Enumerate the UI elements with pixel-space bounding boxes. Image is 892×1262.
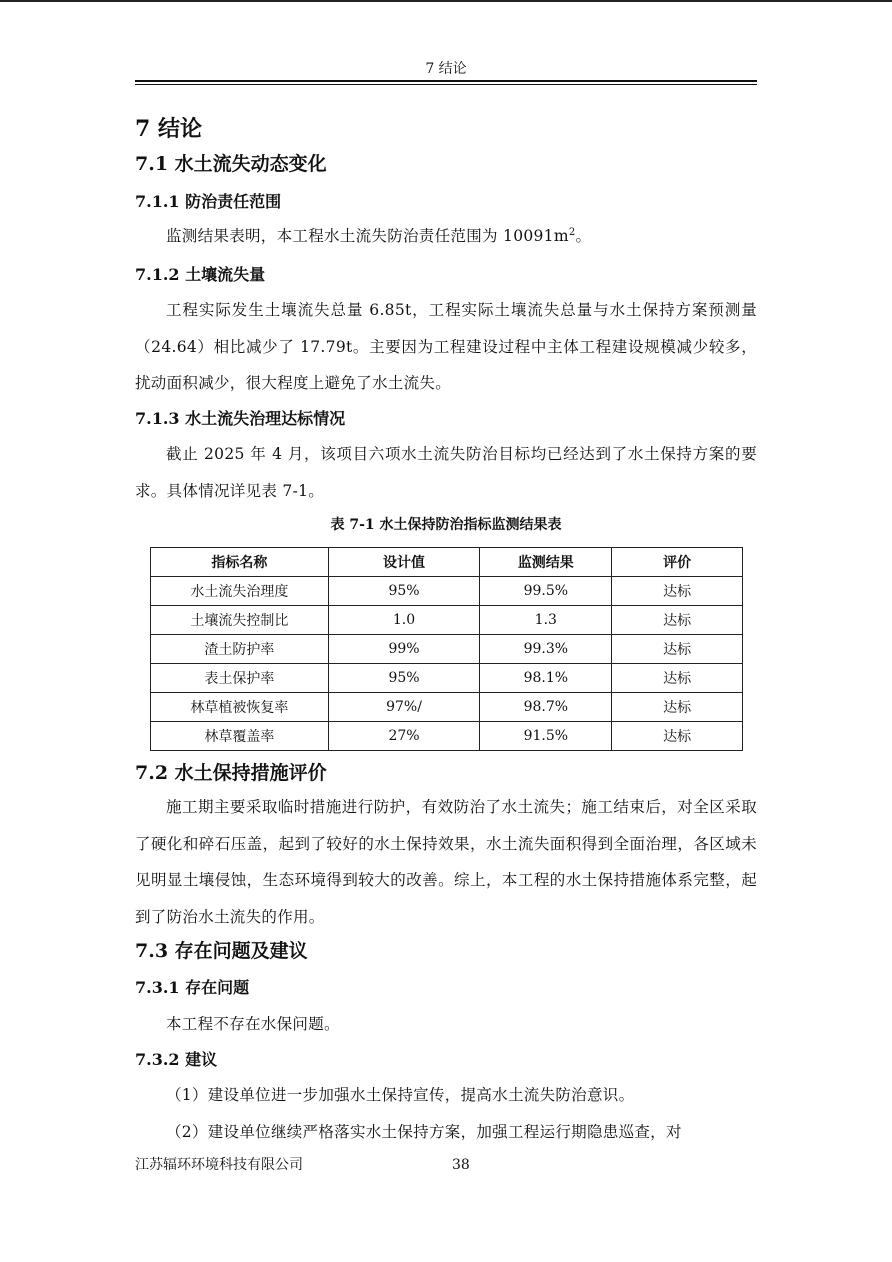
table-row bbox=[151, 722, 743, 751]
section-7-1-3-paragraph: 截止 2025 年 4 月，该项目六项水土流失防治目标均已经达到了水土保持方案的要求。具体情况详见表 7-1。 bbox=[135, 445, 757, 500]
table-row bbox=[151, 577, 743, 606]
section-7-2-title: 7.2 水土保持措施评价 bbox=[135, 762, 327, 784]
header-rule-thin bbox=[135, 84, 757, 85]
table-row bbox=[151, 606, 743, 635]
sentence-end: 。 bbox=[575, 227, 592, 245]
section-7-1-2-title: 7.1.2 土壤流失量 bbox=[135, 265, 266, 284]
area-unit-superscript: 2 bbox=[568, 226, 576, 238]
table-header-cell: 监测结果 bbox=[480, 548, 612, 577]
table-header-cell: 评价 bbox=[612, 548, 743, 577]
indicator-name-cell: 土壤流失控制比 bbox=[151, 606, 329, 635]
recommendation-item-2: （2）建设单位继续严格落实水土保持方案，加强工程运行期隐患巡查，对 bbox=[166, 1123, 682, 1141]
table-header-cell: 设计值 bbox=[328, 548, 480, 577]
page-top-border bbox=[0, 0, 892, 2]
evaluation-cell: 达标 bbox=[612, 722, 743, 751]
indicator-name-cell: 渣土防护率 bbox=[151, 635, 329, 664]
evaluation-cell: 达标 bbox=[612, 664, 743, 693]
chapter-title: 7 结论 bbox=[135, 116, 202, 142]
evaluation-cell: 达标 bbox=[612, 606, 743, 635]
design-value-cell: 95% bbox=[328, 664, 480, 693]
design-value-cell: 27% bbox=[328, 722, 480, 751]
section-7-1-1-paragraph bbox=[135, 218, 757, 255]
evaluation-cell: 达标 bbox=[612, 577, 743, 606]
indicator-name-cell: 水土流失治理度 bbox=[151, 577, 329, 606]
footer-page-number: 38 bbox=[452, 1157, 470, 1173]
section-7-3-2-title: 7.3.2 建议 bbox=[135, 1050, 218, 1069]
recommendation-item-1: （1）建设单位进一步加强水土保持宣传，提高水土流失防治意识。 bbox=[166, 1086, 635, 1104]
design-value-cell: 99% bbox=[328, 635, 480, 664]
running-header: 7 结论 bbox=[425, 61, 467, 77]
table-row bbox=[151, 693, 743, 722]
table-row bbox=[151, 664, 743, 693]
table-caption: 表 7-1 水土保持防治指标监测结果表 bbox=[330, 517, 562, 533]
section-7-3-1-paragraph: 本工程不存在水保问题。 bbox=[166, 1015, 340, 1033]
header-rule-thick bbox=[135, 80, 757, 82]
monitoring-result-cell: 1.3 bbox=[480, 606, 612, 635]
section-7-3-1-title: 7.3.1 存在问题 bbox=[135, 978, 250, 997]
section-7-3-title: 7.3 存在问题及建议 bbox=[135, 940, 308, 962]
table-row bbox=[151, 635, 743, 664]
evaluation-cell: 达标 bbox=[612, 693, 743, 722]
table-header-cell: 指标名称 bbox=[151, 548, 329, 577]
monitoring-result-cell: 98.1% bbox=[480, 664, 612, 693]
section-7-1-title: 7.1 水土流失动态变化 bbox=[135, 153, 327, 175]
monitoring-result-cell: 99.3% bbox=[480, 635, 612, 664]
section-7-1-2-paragraph: 工程实际发生土壤流失总量 6.85t，工程实际土壤流失总量与水土保持方案预测量（24.64）相比减少了 17.79t。主要因为工程建设过程中主体工程建设规模减少较多，扰动面积减少，很大程度上避免了水土流失。 bbox=[135, 301, 757, 392]
design-value-cell: 97%/ bbox=[328, 693, 480, 722]
indicator-name-cell: 表土保护率 bbox=[151, 664, 329, 693]
section-7-1-3-title: 7.1.3 水土流失治理达标情况 bbox=[135, 409, 346, 428]
results-table bbox=[150, 547, 743, 751]
table-header-row bbox=[151, 548, 743, 577]
monitoring-result-cell: 99.5% bbox=[480, 577, 612, 606]
monitoring-result-cell: 98.7% bbox=[480, 693, 612, 722]
indicator-name-cell: 林草覆盖率 bbox=[151, 722, 329, 751]
responsibility-area-text: 监测结果表明，本工程水土流失防治责任范围为 10091m bbox=[166, 227, 569, 245]
monitoring-result-cell: 91.5% bbox=[480, 722, 612, 751]
design-value-cell: 95% bbox=[328, 577, 480, 606]
evaluation-cell: 达标 bbox=[612, 635, 743, 664]
footer-company: 江苏辐环环境科技有限公司 bbox=[135, 1157, 303, 1173]
design-value-cell: 1.0 bbox=[328, 606, 480, 635]
indicator-name-cell: 林草植被恢复率 bbox=[151, 693, 329, 722]
section-7-2-paragraph: 施工期主要采取临时措施进行防护，有效防治了水土流失；施工结束后，对全区采取了硬化和碎石压盖，起到了较好的水土保持效果，水土流失面积得到全面治理，各区域未见明显土壤侵蚀，生态环境得到较大的改善。综上，本工程的水土保持措施体系完整，起到了防治水土流失的作用。 bbox=[135, 798, 757, 926]
section-7-1-1-title: 7.1.1 防治责任范围 bbox=[135, 192, 282, 211]
